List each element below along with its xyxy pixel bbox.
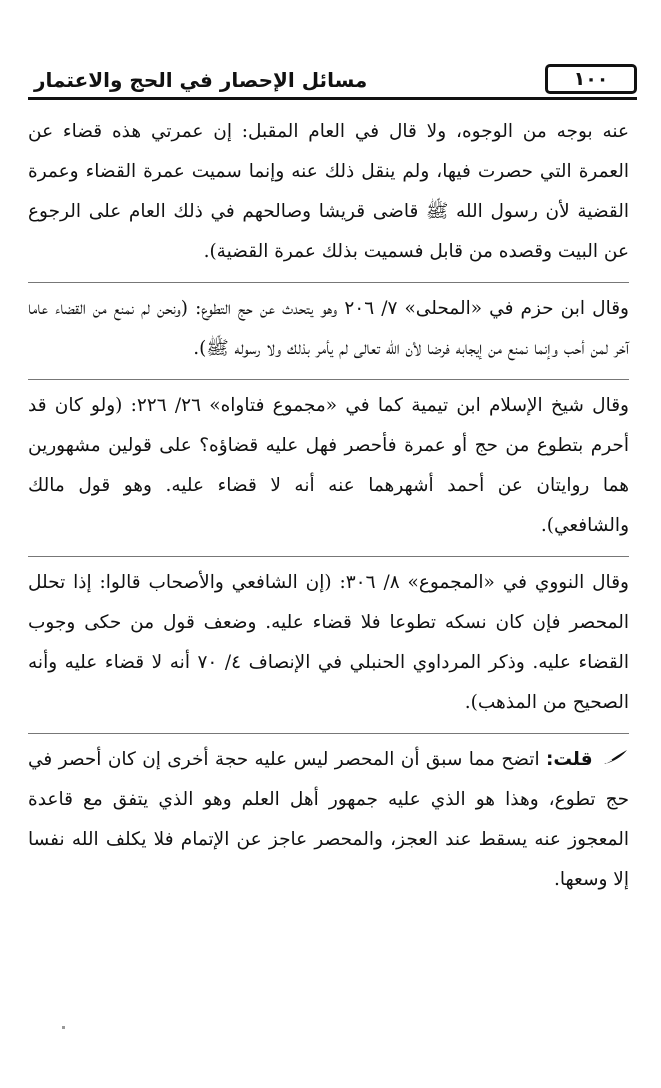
text-line: عنه بوجه من الوجوه، ولا قال في العام المقبل: إن عمرتي هذه قضاء عن xyxy=(28,121,629,142)
text-line: الرجوع عن البيت وقصده من قابل فسميت بذلك عمرة القضية). xyxy=(28,201,629,262)
text-line: وقال شيخ الإسلام ابن تيمية كما في «مجموع فتاواه» ٢٦/ ٢٢٦: (ولو كان xyxy=(54,395,629,416)
scan-speck xyxy=(62,1026,65,1029)
text-line: مالك والشافعي). xyxy=(28,475,629,536)
text-line: وقال النووي في «المجموع» ٨/ ٣٠٦: (إن الشافعي والأصحاب قالوا: xyxy=(99,572,629,593)
text-line: مشهورين هما روايتان عن أحمد أشهرهما عنه أنه لا قضاء عليه. وهو قول xyxy=(28,435,629,496)
paragraph-1 xyxy=(28,112,629,272)
paragraph-4 xyxy=(28,563,629,723)
text-line: (ونحن لم نمنع من القضاء عاما آخر لمن أحب وإنما نمنع من إيجابه فرضا لأن xyxy=(28,298,629,359)
paragraph-separator xyxy=(28,733,629,734)
text-line: قضاء عليه وأنه الصحيح من المذهب). xyxy=(28,652,629,713)
text-line: إذا تحلل المحصر فإن كان نسكه تطوعا فلا قضاء عليه. وضعف قول من xyxy=(28,572,629,633)
text-line: أحصر في حج تطوع، وهذا هو الذي عليه جمهور أهل العلم وهو الذي يتفق xyxy=(28,749,630,810)
text-line: وعمرة القضية لأن رسول الله ﷺ قاضى قريشا وصالحهم في ذلك العام على xyxy=(28,161,629,222)
paragraph-separator xyxy=(28,282,629,283)
text-line: اتضح مما سبق أن المحصر ليس عليه حجة أخرى إن كان xyxy=(107,749,540,770)
text-line: قد أحرم بتطوع من حج أو عمرة فأحصر فهل عليه قضاؤه؟ على قولين xyxy=(28,395,629,456)
text-line: العمرة التي حصرت فيها، ولم ينقل ذلك عنه وإنما سميت عمرة القضاء xyxy=(85,161,630,182)
quill-pen-icon xyxy=(603,740,629,780)
text-line: وقال ابن حزم في «المحلى» ٧/ ٢٠٦ وهو يتحدث عن حج التطوع: xyxy=(195,298,629,319)
paragraph-2 xyxy=(28,289,629,369)
text-line: الله تعالى لم يأمر بذلك ولا رسوله ﷺ). xyxy=(193,338,400,359)
page-number: ١٠٠ xyxy=(545,64,637,94)
text-line: مع قاعدة المعجوز عنه يسقط عند العجز، والمحصر عاجز عن الإتمام فلا xyxy=(28,789,629,850)
paragraph-separator xyxy=(28,379,629,380)
text-line: حكى وجوب القضاء عليه. وذكر المرداوي الحنبلي في الإنصاف ٤/ ٧٠ أنه لا xyxy=(28,612,629,673)
page-header xyxy=(28,64,637,104)
running-title: مسائل الإحصار في الحج والاعتمار xyxy=(34,68,368,92)
text-line: يكلف الله نفسا إلا وسعها. xyxy=(28,829,629,890)
conclusion-paragraph xyxy=(28,740,629,900)
conclusion-marker: قلت: xyxy=(545,749,593,770)
header-rule xyxy=(28,97,637,100)
paragraph-separator xyxy=(28,556,629,557)
page-body xyxy=(28,112,629,900)
paragraph-3 xyxy=(28,386,629,546)
